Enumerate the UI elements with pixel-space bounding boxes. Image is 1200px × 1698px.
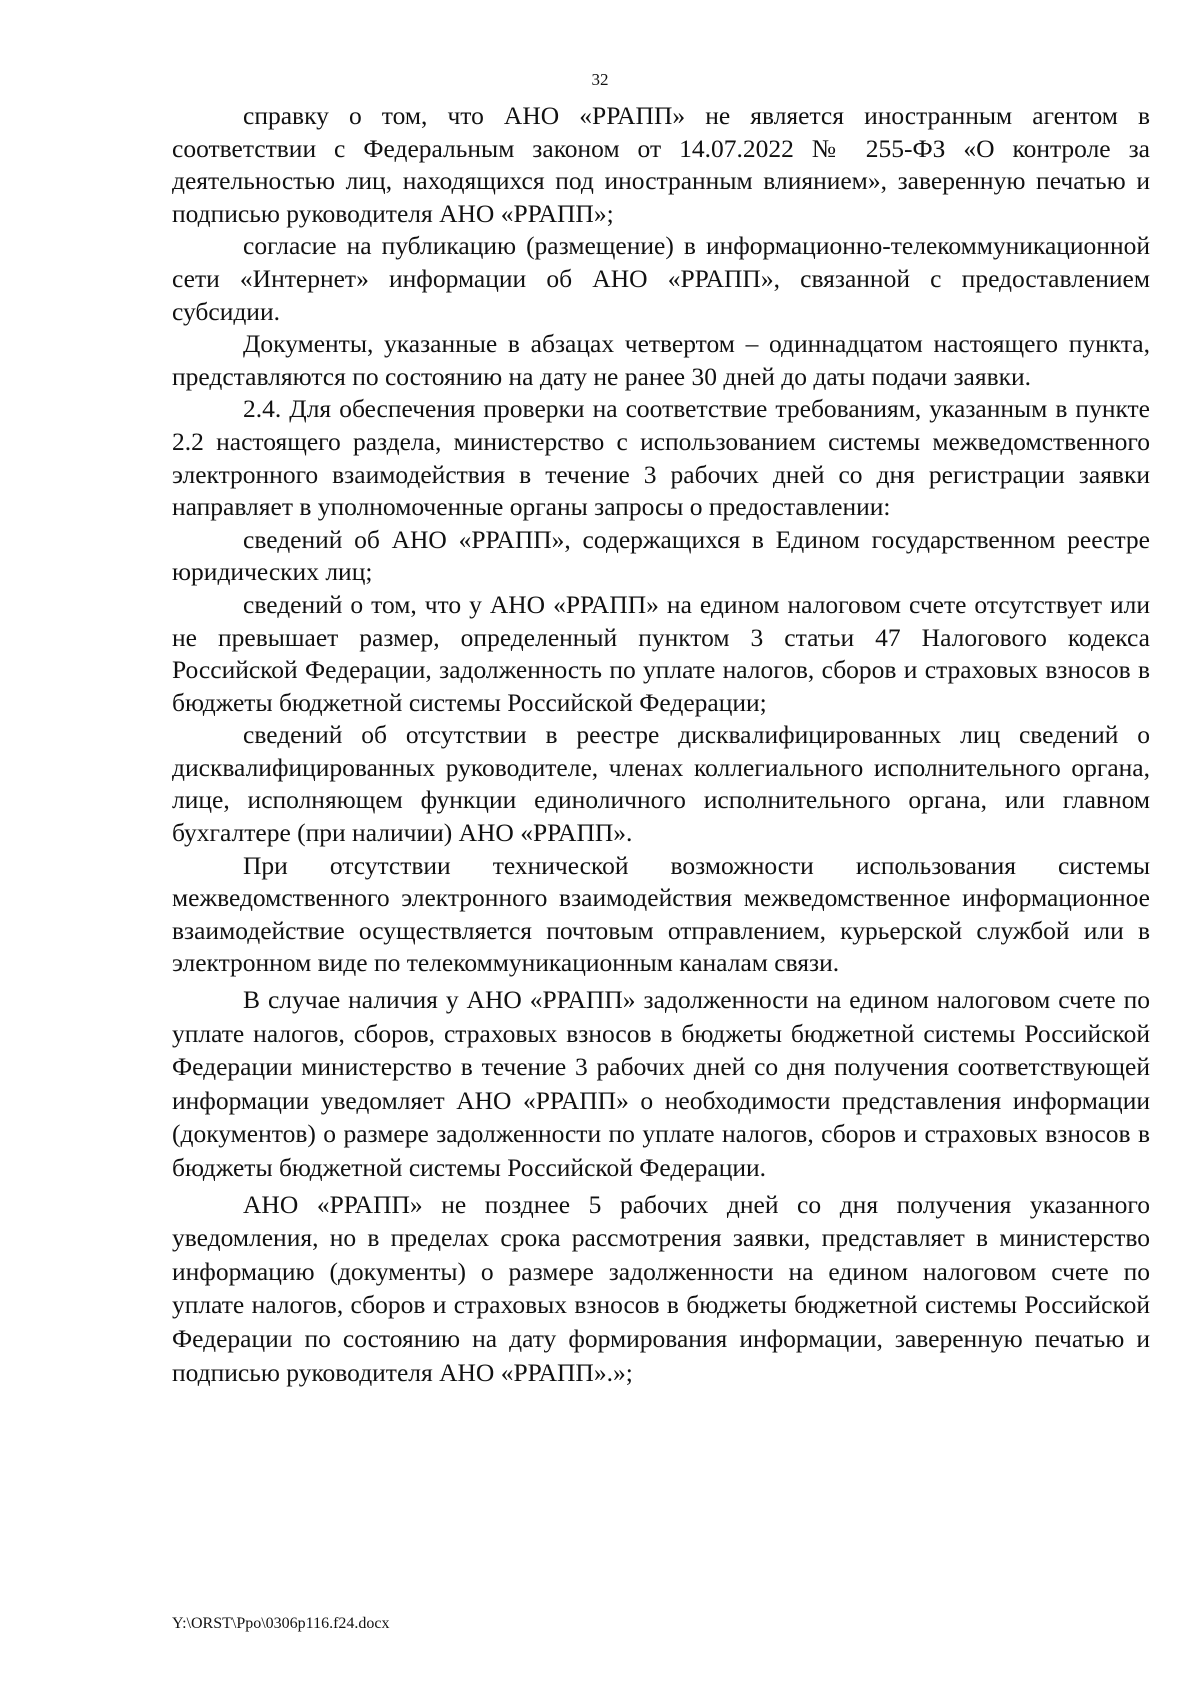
paragraph-documents-validity: Документы, указанные в абзацах четвертом – одиннадцатом настоящего пункта, представляются по состоянию на дату не ранее 30 дней до даты подачи заявки. [172,329,1150,391]
footer-file-path: Y:\ORST\Ppo\0306p116.f24.docx [172,1615,390,1632]
paragraph-no-technical-possibility: При отсутствии технической возможности использования системы межведомственного электронного взаимодействия межведомственное информационное взаимодействие осуществляется почтовым отправлением, курьерской службой или в электронном виде по телекоммуникационным каналам связи. [172,850,1150,978]
paragraph-certificate-foreign-agent: справку о том, что АНО «РРАПП» не является иностранным агентом в соответствии с Федеральным законом от 14.07.2022 № 255-ФЗ «О контроле за деятельностью лиц, находящихся под иностранным влиянием», заверенную печатью и подписью руководителя АНО «РРАПП»; [172,101,1150,228]
page-number: 32 [591,70,609,89]
paragraph-disqualified-persons: сведений об отсутствии в реестре дисквалифицированных лиц сведений о дисквалифицированных руководителе, членах коллегиального исполнительного органа, лице, исполняющем функции единоличного исполнительного органа, или главном бухгалтере (при наличии) АНО «РРАПП». [172,720,1150,848]
paragraph-debt-notification: В случае наличия у АНО «РРАПП» задолженности на едином налоговом счете по уплате налогов, сборов, страховых взносов в бюджеты бюджетной системы Российской Федерации министерство в течение 3 рабочих дней со дня получения соответствующей информации уведомляет АНО «РРАПП» о необходимости представления информации (документов) о размере задолженности по уплате налогов, сборов и страховых взносов в бюджеты бюджетной системы Российской Федерации. [172,985,1150,1182]
paragraph-section-2-4: 2.4. Для обеспечения проверки на соответствие требованиям, указанным в пункте 2.2 настоящего раздела, министерство с использованием системы межведомственного электронного взаимодействия в течение 3 рабочих дней со дня регистрации заявки направляет в уполномоченные органы запросы о предоставлении: [172,394,1150,522]
paragraph-debt-documents: АНО «РРАПП» не позднее 5 рабочих дней со дня получения указанного уведомления, но в пределах срока рассмотрения заявки, представляет в министерство информацию (документы) о размере задолженности на едином налоговом счете по уплате налогов, сборов и страховых взносов в бюджеты бюджетной системы Российской Федерации по состоянию на дату формирования информации, заверенную печатью и подписью руководителя АНО «РРАПП».»; [172,1189,1150,1387]
paragraph-consent-publication: согласие на публикацию (размещение) в информационно-телекоммуникационной сети «Интернет» информации об АНО «РРАПП», связанной с предоставлением субсидии. [172,231,1150,326]
paragraph-egrul-info: сведений об АНО «РРАПП», содержащихся в Едином государственном реестре юридических лиц; [172,524,1150,587]
paragraph-tax-debt-info: сведений о том, что у АНО «РРАПП» на едином налоговом счете отсутствует или не превышает размер, определенный пунктом 3 статьи 47 Налогового кодекса Российской Федерации, задолженность по уплате налогов, сборов и страховых взносов в бюджеты бюджетной системы Российской Федерации; [172,589,1150,717]
document-body [172,100,1150,1389]
